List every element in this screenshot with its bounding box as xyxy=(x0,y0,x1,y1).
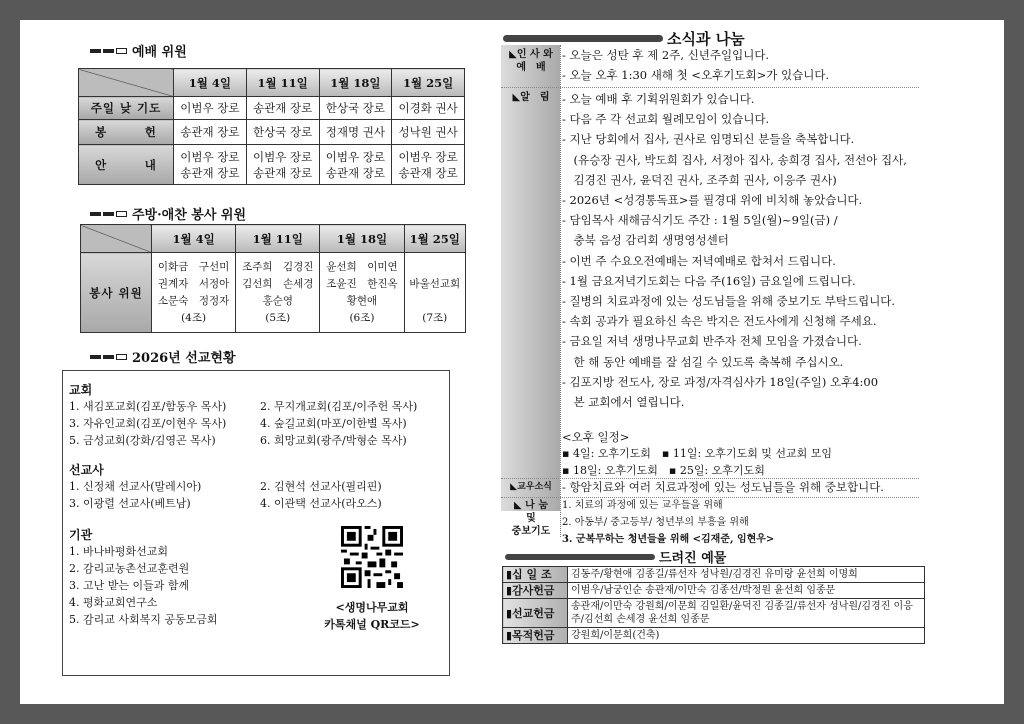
list-item: 5. 감리교 사회복지 공동모금회 xyxy=(69,613,218,626)
team-cell: 윤선희 이미연 조윤진 한진옥 황현애 (6조) xyxy=(320,253,404,333)
offering-label: ▮십 일 조 xyxy=(503,567,568,583)
mission-box xyxy=(62,370,450,676)
offerings-section-title: 드려진 예물 xyxy=(505,547,726,566)
date-header: 1월 25일 xyxy=(392,69,465,97)
notice-item: - 1월 금요저녁기도회는 다음 주(16일) 금요일에 드립니다. xyxy=(562,273,856,288)
offering-names: 이범우/남궁인순 송관재/이만숙 김종선/박정원 윤선희 임종문 xyxy=(568,583,925,599)
worship-section-title: 예배 위원 xyxy=(90,41,187,60)
notice-label: ◣알 림 xyxy=(512,92,550,103)
date-header: 1월 4일 xyxy=(174,69,247,97)
table-cell: 이범우 장로 송관재 장로 xyxy=(392,145,465,185)
list-item: 5. 금성교회(강화/김영곤 목사) 6. 희망교회(광주/박형순 목사) xyxy=(69,434,407,447)
label-column xyxy=(501,45,560,511)
list-item: 3. 고난 받는 이들과 함께 xyxy=(69,579,190,592)
table-cell: 한상국 장로 xyxy=(319,97,392,120)
offering-label: ▮목적헌금 xyxy=(503,628,568,644)
row-label-volunteers: 봉사 위원 xyxy=(81,253,152,333)
notice-item: - 김포지방 전도사, 장로 과정/자격심사가 18일(주일) 오후4:00 xyxy=(562,374,879,389)
list-item: 1. 새김포교회(김포/함동우 목사) 2. 무지개교회(김포/이주헌 목사) xyxy=(69,400,418,413)
offerings-table xyxy=(502,566,925,644)
table-cell: 송관재 장로 xyxy=(174,120,247,145)
table-cell: 이범우 장로 송관재 장로 xyxy=(246,145,319,185)
date-header: 1월 11일 xyxy=(236,225,320,253)
notice-item: 충북 음성 감리회 생명영성센터 xyxy=(562,233,729,248)
table-cell: 성낙원 권사 xyxy=(392,120,465,145)
offering-names: 송관재/이만숙 강원희/이문희 김일환/윤덕진 김종길/류선자 성낙원/김경진 이응주/김선희 손세경 윤선희 임종문 xyxy=(568,599,925,628)
table-cell: 송관재 장로 xyxy=(246,97,319,120)
row-label-offering: 봉 헌 xyxy=(79,120,174,145)
prayer-item: 1. 치료의 과정에 있는 교우들을 위해 xyxy=(562,500,723,511)
greeting-item: - 오늘은 성탄 후 제 2주, 신년주일입니다. xyxy=(562,48,770,62)
date-header: 1월 4일 xyxy=(152,225,236,253)
qr-caption: <생명나무교회 카톡채널 QR코드> xyxy=(324,601,420,631)
date-header: 1월 18일 xyxy=(319,69,392,97)
list-item: 1. 신정채 선교사(말레시아) 2. 김현석 선교사(필리핀) xyxy=(69,480,382,493)
notice-item: 본 교회에서 열립니다. xyxy=(562,395,685,409)
offering-label: ▮감사헌금 xyxy=(503,583,568,599)
notice-item: 김경진 권사, 윤덕진 권사, 조주희 권사, 이응주 권사) xyxy=(562,172,837,187)
date-header: 1월 18일 xyxy=(320,225,404,253)
table-cell: 이경화 권사 xyxy=(392,97,465,120)
offering-label: ▮선교헌금 xyxy=(503,599,568,628)
table-cell: 정재명 권사 xyxy=(319,120,392,145)
divider xyxy=(501,87,919,88)
section-bullets-icon xyxy=(90,211,127,217)
greeting-label: ◣인 사 와 예 배 xyxy=(509,49,553,73)
notice-item: - 질병의 치료과정에 있는 성도님들을 위해 중보기도 부탁드립니다. xyxy=(562,294,896,308)
notice-item: - 이번 주 수요오전예배는 저녁예배로 합쳐서 드립니다. xyxy=(562,253,836,268)
list-item: 3. 자유인교회(김포/이현우 목사) 4. 숲길교회(마포/이한별 목사) xyxy=(69,417,407,430)
table-cell: 이범우 장로 송관재 장로 xyxy=(319,145,392,185)
greeting-item: - 오늘 오후 1:30 새해 첫 <오후기도회>가 있습니다. xyxy=(562,68,830,82)
missionaries-heading: 선교사 xyxy=(69,463,104,477)
table-corner xyxy=(81,225,152,253)
list-item: 2. 감리교농촌선교훈련원 xyxy=(69,562,190,575)
member-news-label: ◣교우소식 xyxy=(510,482,552,492)
section-bullets-icon xyxy=(90,354,127,360)
prayer-item: 2. 아동부/ 중고등부/ 청년부의 부흥을 위해 xyxy=(562,517,749,528)
team-cell: 바울선교회 (7조) xyxy=(404,253,465,333)
worship-table xyxy=(78,68,465,185)
schedule-item: ▪ 18일: 오후기도회 ▪ 25일: 오후기도회 xyxy=(562,464,765,477)
notice-item: - 담임목사 새해금식기도 주간 : 1월 5일(월)~9일(금) / xyxy=(562,213,838,228)
team-cell: 조주희 김경진 김선희 손세경 홍순영 (5조) xyxy=(236,253,320,333)
notice-item: - 지난 당회에서 집사, 권사로 임명되신 분들을 축복합니다. xyxy=(562,132,855,147)
notice-item: - 금요일 저녁 생명나무교회 반주자 전체 모임을 가졌습니다. xyxy=(562,334,862,349)
member-news-item: - 항암치료와 여러 치료과정에 있는 성도님들을 위해 중보합니다. xyxy=(562,480,884,494)
date-header: 1월 25일 xyxy=(404,225,465,253)
notice-item: - 속회 공과가 필요하신 속은 박지은 전도사에게 신청해 주세요. xyxy=(562,314,877,329)
notice-item: (유승장 권사, 박도희 집사, 서정아 집사, 송희경 집사, 전선아 집사, xyxy=(562,152,907,167)
notice-item: - 오늘 예배 후 기획위원회가 있습니다. xyxy=(562,92,755,106)
list-item: 1. 바나바평화선교회 xyxy=(69,545,168,558)
offering-names: 김동주/황현애 김종길/류선자 성낙원/김경진 유미랑 윤선희 이명희 xyxy=(568,567,925,583)
row-label-usher: 안 내 xyxy=(79,145,174,185)
team-cell: 이화금 구선미 권계자 서정아 소문숙 정정자 (4조) xyxy=(152,253,236,333)
table-cell: 한상국 장로 xyxy=(246,120,319,145)
kitchen-table xyxy=(80,224,466,333)
date-header: 1월 11일 xyxy=(246,69,319,97)
notice-item: - 다음 주 각 선교회 월례모임이 있습니다. xyxy=(562,112,770,127)
notice-item: - 2026년 <성경통독표>를 필경대 위에 비치해 놓았습니다. xyxy=(562,193,863,207)
title-bar-icon xyxy=(503,35,663,42)
row-label-prayer: 주일 낮 기도 xyxy=(79,97,174,120)
list-item: 4. 평화교회연구소 xyxy=(69,596,158,609)
prayer-label: ◣ 나 눔 및 중보기도 xyxy=(511,500,551,537)
offering-names: 강원희/이문희(건축) xyxy=(568,628,925,644)
divider xyxy=(560,45,561,537)
schedule-heading: <오후 일정> xyxy=(562,430,630,444)
churches-heading: 교회 xyxy=(69,383,93,397)
qr-code-icon[interactable] xyxy=(341,526,403,588)
list-item: 3. 이광렬 선교사(베트남) 4. 이관택 선교사(라오스) xyxy=(69,497,382,510)
section-bullets-icon xyxy=(90,48,127,54)
notice-item: 한 해 동안 예배를 잘 섬길 수 있도록 축복해 주십시오. xyxy=(562,354,844,369)
news-section-title: 소식과 나눔 xyxy=(503,28,745,49)
schedule-item: ▪ 4일: 오후기도회 ▪ 11일: 오후기도회 및 선교회 모임 xyxy=(562,447,833,460)
prayer-item: 3. 군복무하는 청년들을 위해 <김재준, 임현우> xyxy=(562,534,775,545)
table-corner xyxy=(79,69,174,97)
table-cell: 이범우 장로 송관재 장로 xyxy=(174,145,247,185)
table-cell: 이범우 장로 xyxy=(174,97,247,120)
title-bar-icon xyxy=(505,554,655,560)
kitchen-section-title: 주방·애찬 봉사 위원 xyxy=(90,204,246,223)
orgs-heading: 기관 xyxy=(69,528,93,542)
mission-section-title: 2026년 선교현황 xyxy=(90,347,236,366)
